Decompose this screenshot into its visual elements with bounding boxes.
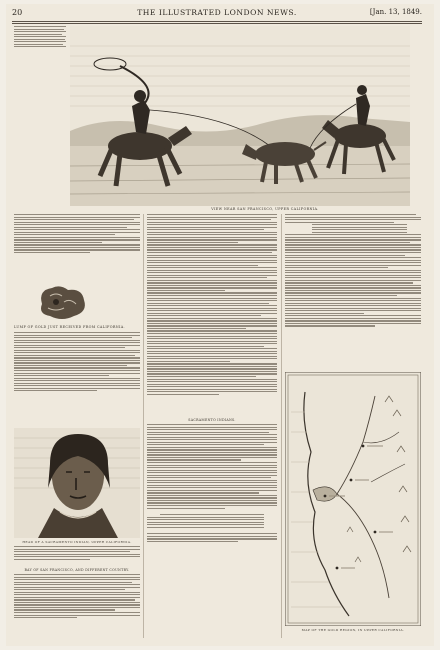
middle-column-text-2: [147, 424, 277, 638]
indian-head-engraving: [14, 428, 140, 538]
map-caption: MAP OF THE GOLD REGION, IN UPPER CALIFORNIA.: [301, 628, 405, 632]
left-column-text-3: [14, 546, 140, 566]
ranch-engraving: [70, 26, 410, 206]
sacramento-heading: SACRAMENTO INDIANS.: [188, 418, 236, 422]
gold-region-map: [285, 372, 421, 626]
gold-lump-engraving: [34, 282, 90, 322]
left-column-top-text: [14, 26, 66, 204]
head-caption: HEAD OF A SACRAMENTO INDIAN, UPPER CALIFORNIA.: [22, 540, 132, 544]
masthead-rule-2: [12, 23, 422, 24]
bay-heading: BAY OF SAN FRANCISCO, AND DIFFERENT COUNTRY.: [24, 568, 130, 572]
column-rule-1: [143, 214, 144, 638]
masthead: [12, 8, 422, 20]
ranch-caption: VIEW NEAR SAN FRANCISCO, UPPER CALIFORNIA.: [211, 207, 319, 211]
publication-title: THE ILLUSTRATED LONDON NEWS.: [137, 8, 297, 17]
middle-column-text-1: [147, 214, 277, 414]
left-column-text-4: [14, 574, 140, 638]
issue-date: [Jan. 13, 1849.: [369, 8, 422, 16]
page-number: 20: [12, 8, 23, 17]
left-column-text-1: [14, 214, 140, 274]
left-column-text-2: [14, 332, 140, 422]
column-rule-2: [281, 214, 282, 638]
right-column-text: [285, 214, 421, 368]
masthead-rule: [12, 21, 422, 22]
gold-caption: LUMP OF GOLD JUST RECEIVED FROM CALIFORNIA.: [14, 325, 125, 329]
